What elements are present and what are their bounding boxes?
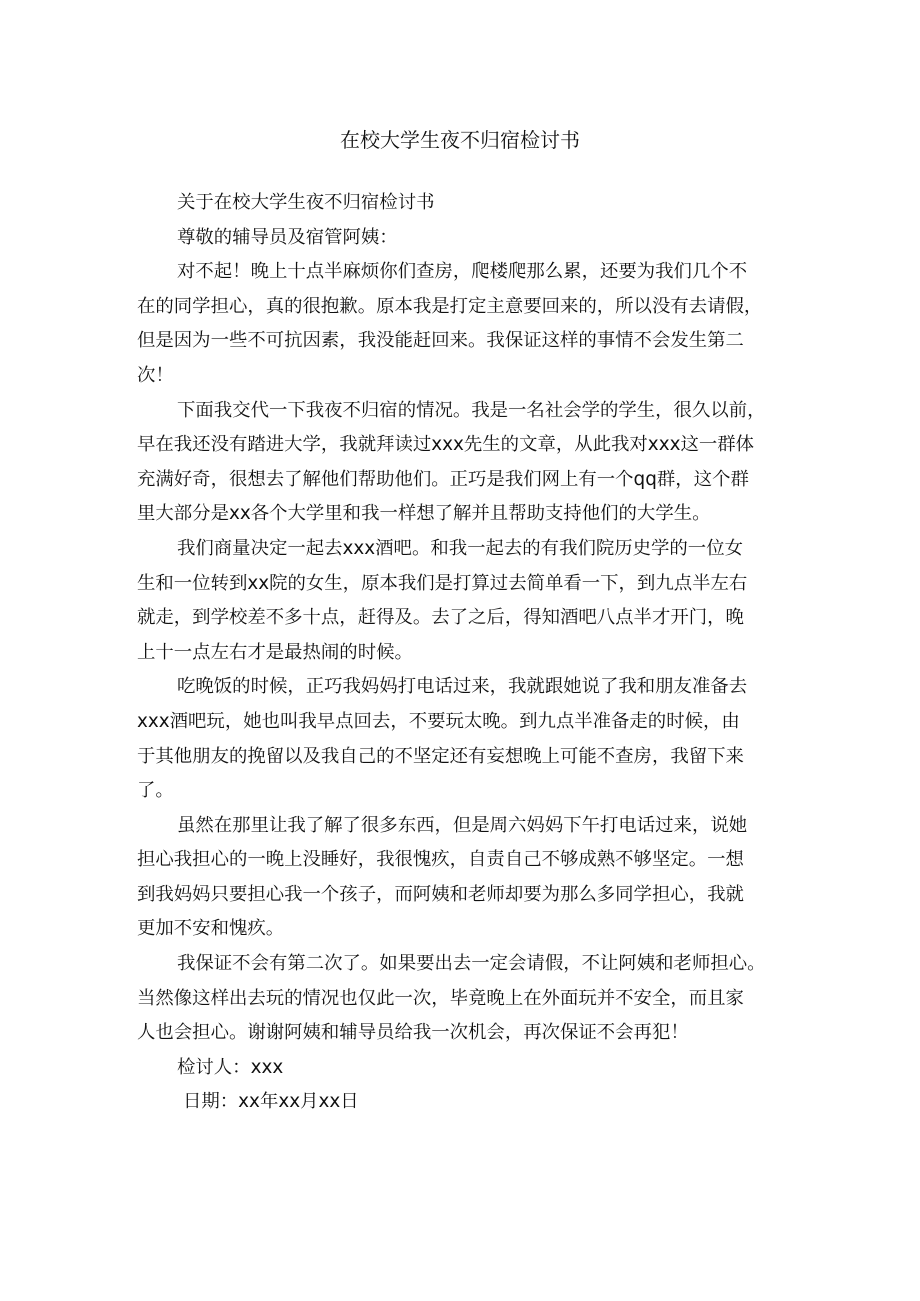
paragraph-apology (137, 255, 802, 393)
document-body (137, 186, 802, 1120)
text-line: 但是因为一些不可抗因素，我没能赶回来。我保证这样的事情不会发生第二 (137, 330, 744, 352)
text-line: 吃晚饭的时候，正巧我妈妈打电话过来，我就跟她说了我和朋友准备去 (177, 676, 748, 698)
text-line: 在的同学担心，真的很抱歉。原本我是打定主意要回来的，所以没有去请假， (137, 295, 763, 317)
text-line: 下面我交代一下我夜不归宿的情况。我是一名社会学的学生，很久以前， (177, 399, 766, 421)
paragraph-evening (137, 670, 802, 808)
text-line: 次！ (137, 364, 174, 386)
text-line: 早在我还没有踏进大学，我就拜读过xxx先生的文章，从此我对xxx这一群体 (137, 434, 755, 456)
text-line: 就走，到学校差不多十点，赶得及。去了之后，得知酒吧八点半才开门，晚 (137, 607, 744, 629)
text-line: 我们商量决定一起去xxx酒吧。和我一起去的有我们院历史学的一位女 (177, 537, 743, 559)
text-line: 担心我担心的一晚上没睡好，我很愧疚，自责自己不够成熟不够坚定。一想 (137, 849, 744, 871)
text-line: 了。 (137, 780, 174, 802)
text-line: 人也会担心。谢谢阿姨和辅导员给我一次机会，再次保证不会再犯！ (137, 1022, 689, 1044)
document-title: 在校大学生夜不归宿检讨书 (340, 128, 580, 152)
text-line: 生和一位转到xx院的女生，原本我们是打算过去简单看一下，到九点半左右 (137, 572, 748, 594)
text-line: 当然像这样出去玩的情况也仅此一次，毕竟晚上在外面玩并不安全，而且家 (137, 987, 744, 1009)
paragraph-background (137, 394, 802, 532)
text-line: 里大部分是xx各个大学里和我一样想了解并且帮助支持他们的大学生。 (137, 503, 711, 525)
date: 日期：xx年xx月xx日 (183, 1091, 359, 1113)
text-line: 于其他朋友的挽留以及我自己的不坚定还有妄想晚上可能不查房，我留下来 (137, 745, 744, 767)
signature: 检讨人：xxx (177, 1056, 284, 1078)
text-line: 上十一点左右才是最热闹的时候。 (137, 641, 413, 663)
text-line: xxx酒吧玩，她也叫我早点回去，不要玩太晚。到九点半准备走的时候，由 (137, 710, 740, 732)
text-line: 对不起！晚上十点半麻烦你们查房，爬楼爬那么累，还要为我们几个不 (177, 261, 748, 283)
text-line: 充满好奇，很想去了解他们帮助他们。正巧是我们网上有一个qq群，这个群 (137, 468, 749, 490)
text-line: 虽然在那里让我了解了很多东西，但是周六妈妈下午打电话过来，说她 (177, 814, 748, 836)
salutation: 尊敬的辅导员及宿管阿姨： (177, 226, 398, 248)
text-line: 更加不安和愧疚。 (137, 918, 285, 940)
text-line: 到我妈妈只要担心我一个孩子，而阿姨和老师却要为那么多同学担心，我就 (137, 883, 744, 905)
text-line: 我保证不会有第二次了。如果要出去一定会请假，不让阿姨和老师担心。 (177, 953, 766, 975)
document-subtitle: 关于在校大学生夜不归宿检讨书 (177, 192, 435, 213)
paragraph-plan (137, 532, 802, 670)
paragraph-reflection (137, 809, 802, 947)
paragraph-promise (137, 947, 802, 1051)
